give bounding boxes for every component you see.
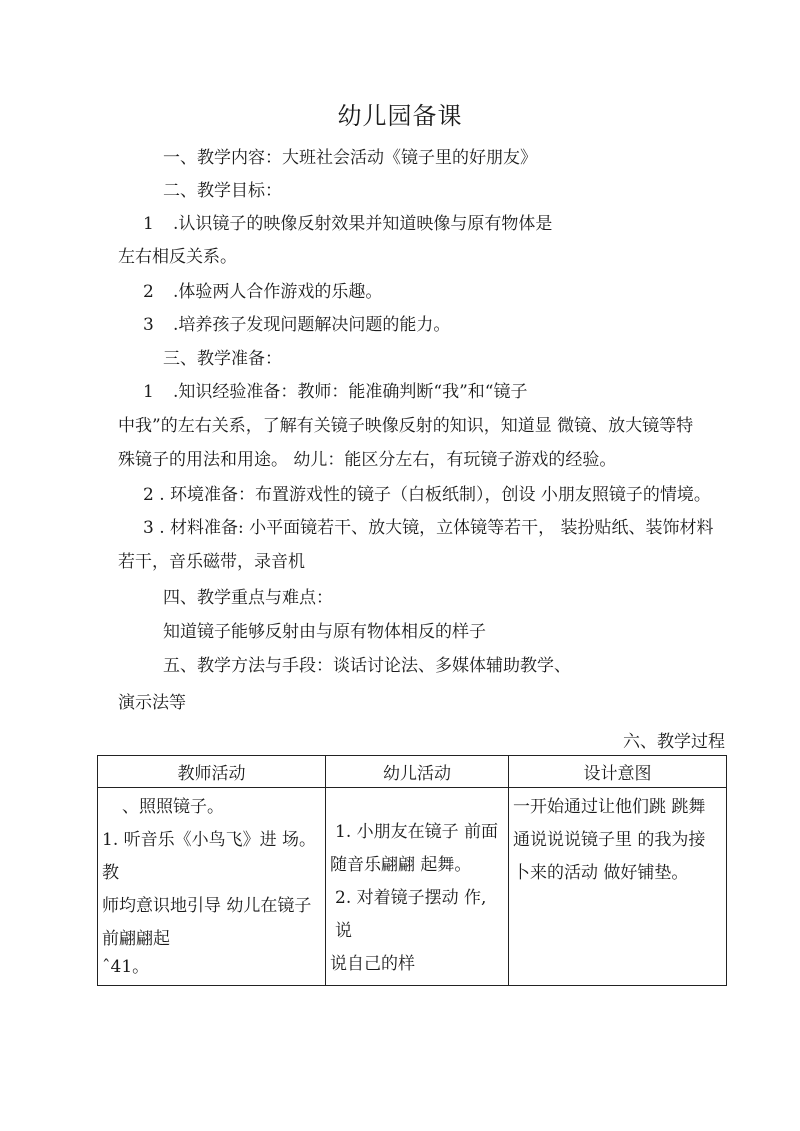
page-title: 幼儿园备课 [337,102,463,130]
intent-line-3: 卜来的活动 做好铺垫。 [513,863,689,883]
intent-line-2: 通说说说镜子里 的我为接 [513,830,706,850]
goal-2-number: 2 [143,282,154,302]
goal-1-number: 1 [143,214,154,234]
table-header-row [98,756,727,788]
prep-1-continued-1: 中我”的左右关系，了解有关镜子映像反射的知识，知道显 微镜、放大镜等特 [118,416,694,436]
prep-3-continued: 若干，音乐磁带，录音机 [118,552,305,572]
key-text: 知道镜子能够反射由与原有物体相反的样子 [163,622,486,642]
teacher-activity-cell [98,788,326,986]
goal-1-text: .认识镜子的映像反射效果并知道映像与原有物体是 [173,214,553,234]
method-continued: 演示法等 [118,693,186,713]
goal-3-text: .培养孩子发现问题解决问题的能力。 [173,315,451,335]
goal-3-number: 3 [143,315,154,335]
method-line: 五、教学方法与手段：谈话讨论法、多媒体辅助教学、 [163,656,571,676]
child-line-3: 2. 对着镜子摆动 作, 说 [335,888,487,941]
prep-3: 3 . 材料准备: 小平面镜若干、放大镜，立体镜等若干， 装扮贴纸、装饰材料 [143,518,714,538]
teacher-line-5: ˆ41。 [102,957,150,977]
goal-2 [143,281,382,303]
child-line-2: 随音乐翩翩 起舞。 [330,855,472,875]
goal-2-text: .体验两人合作游戏的乐趣。 [173,282,383,302]
process-heading: 六、教学过程 [623,732,725,752]
design-intent-cell [509,788,727,986]
prep-1-number: 1 [143,382,154,402]
teacher-line-3: 师均意识地引导 幼儿在镜子 [102,896,312,916]
intent-line-1: 一开始通过让他们跳 跳舞 [513,797,706,817]
teacher-line-2: 1. 听音乐《小鸟飞》进 场。教 [102,830,317,883]
child-activity-cell [326,788,509,986]
goal-1-continued: 左右相反关系。 [118,247,237,267]
prep-1 [143,381,527,403]
goal-1 [143,213,552,235]
table-row [98,788,727,986]
goals-heading: 二、教学目标： [163,181,282,201]
child-line-4: 说自己的样 [330,954,415,974]
child-line-1: 1. 小朋友在镜子 前面 [335,822,499,842]
teacher-line-1: 、照照镜子。 [122,797,224,817]
teacher-line-4: 前翩翩起 [102,929,170,949]
header-design-intent: 设计意图 [509,756,727,788]
key-heading: 四、教学重点与难点： [163,588,333,608]
header-child-activity: 幼儿活动 [326,756,509,788]
content-line: 一、教学内容：大班社会活动《镜子里的好朋友》 [163,148,537,168]
header-teacher-activity: 教师活动 [98,756,326,788]
prep-1-continued-2: 殊镜子的用法和用途。 幼儿：能区分左右，有玩镜子游戏的经验。 [118,450,617,470]
prep-heading: 三、教学准备： [163,349,282,369]
prep-1-text: .知识经验准备：教师：能准确判断“我”和“镜子 [173,382,528,402]
goal-3 [143,314,450,336]
process-table [97,755,727,986]
prep-2: 2 . 环境准备：布置游戏性的镜子（白板纸制），创设 小朋友照镜子的情境。 [143,485,711,505]
